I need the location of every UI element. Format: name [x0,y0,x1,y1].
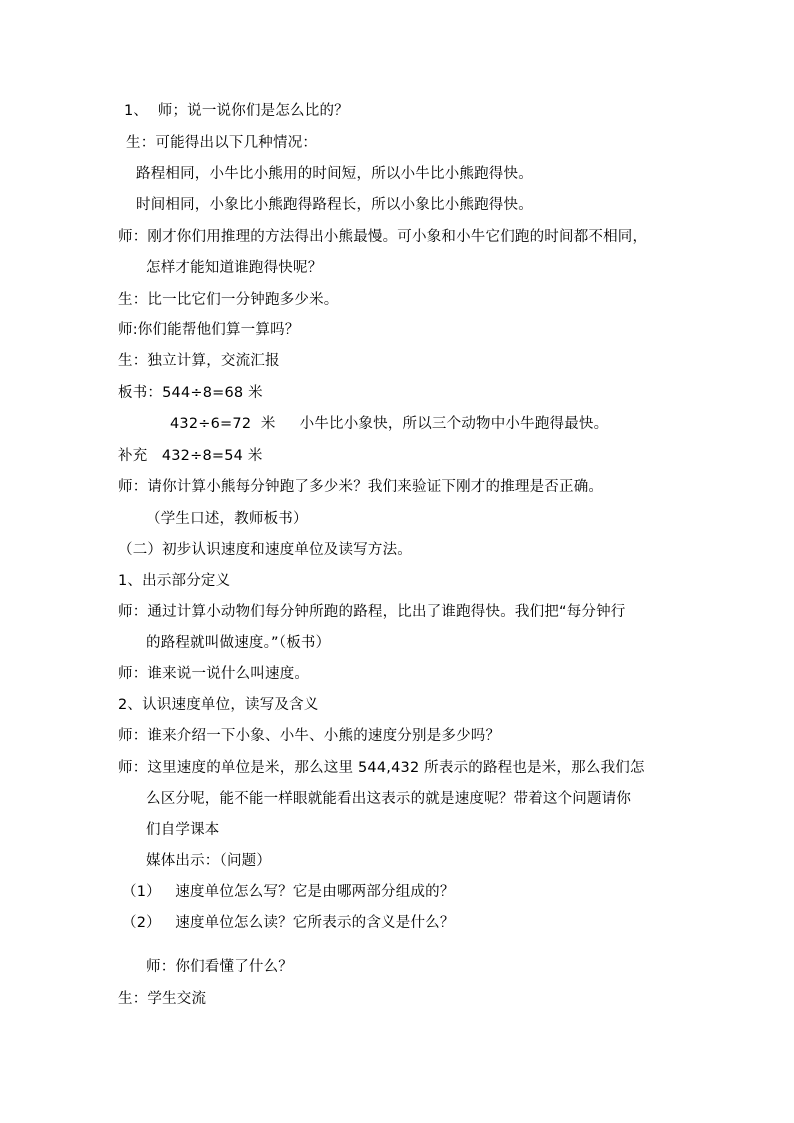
text-line-16: 1、出示部分定义 [118,573,231,589]
text-line-2: 生：可能得出以下几种情况： [126,135,318,151]
text-line-24: 们自学课本 [146,822,220,838]
text-line-19: 师：谁来说一说什么叫速度。 [118,666,310,682]
text-line-5: 师：刚才你们用推理的方法得出小熊最慢。可小象和小牛它们跑的时间都不相同， [118,229,648,245]
text-line-10: 板书：544÷8=68 米 [118,385,263,401]
text-line-20: 2、认识速度单位，读写及含义 [118,697,319,713]
text-line-9: 生：独立计算，交流汇报 [118,353,280,369]
text-line-12: 补充 432÷8=54 米 [118,448,263,464]
text-line-28: 师：你们看懂了什么？ [146,959,293,975]
text-line-8: 师:你们能帮他们算一算吗？ [118,322,300,338]
text-line-22: 师：这里速度的单位是米，那么这里 544,432 所表示的路程也是米，那么我们怎 [118,760,645,776]
text-line-18: 的路程就叫做速度。”（板书） [146,635,331,651]
text-line-27: （2） 速度单位怎么读？它所表示的含义是什么？ [122,915,455,931]
text-line-25: 媒体出示：（问题） [146,853,272,869]
text-line-1: 1、 师；说一说你们是怎么比的？ [124,103,349,119]
text-line-15: （二）初步认识速度和速度单位及读写方法。 [118,542,412,558]
text-line-29: 生：学生交流 [118,991,207,1007]
text-line-14: （学生口述，教师板书） [146,511,308,527]
text-line-21: 师：谁来介绍一下小象、小牛、小熊的速度分别是多少吗？ [118,728,501,744]
text-line-11: 432÷6=72 米 小牛比小象快，所以三个动物中小牛跑得最快。 [170,416,609,432]
text-line-17: 师：通过计算小动物们每分钟所跑的路程，比出了谁跑得快。我们把“每分钟行 [118,604,626,620]
text-line-3: 路程相同，小牛比小熊用的时间短，所以小牛比小熊跑得快。 [136,166,533,182]
text-line-7: 生：比一比它们一分钟跑多少米。 [118,292,339,308]
text-line-23: 么区分呢，能不能一样眼就能看出这表示的就是速度呢？带着这个问题请你 [146,791,632,807]
text-line-26: （1） 速度单位怎么写？它是由哪两部分组成的？ [122,884,455,900]
text-line-6: 怎样才能知道谁跑得快呢？ [146,260,323,276]
text-line-4: 时间相同，小象比小熊跑得路程长，所以小象比小熊跑得快。 [136,197,533,213]
text-line-13: 师：请你计算小熊每分钟跑了多少米？我们来验证下刚才的推理是否正确。 [118,479,604,495]
